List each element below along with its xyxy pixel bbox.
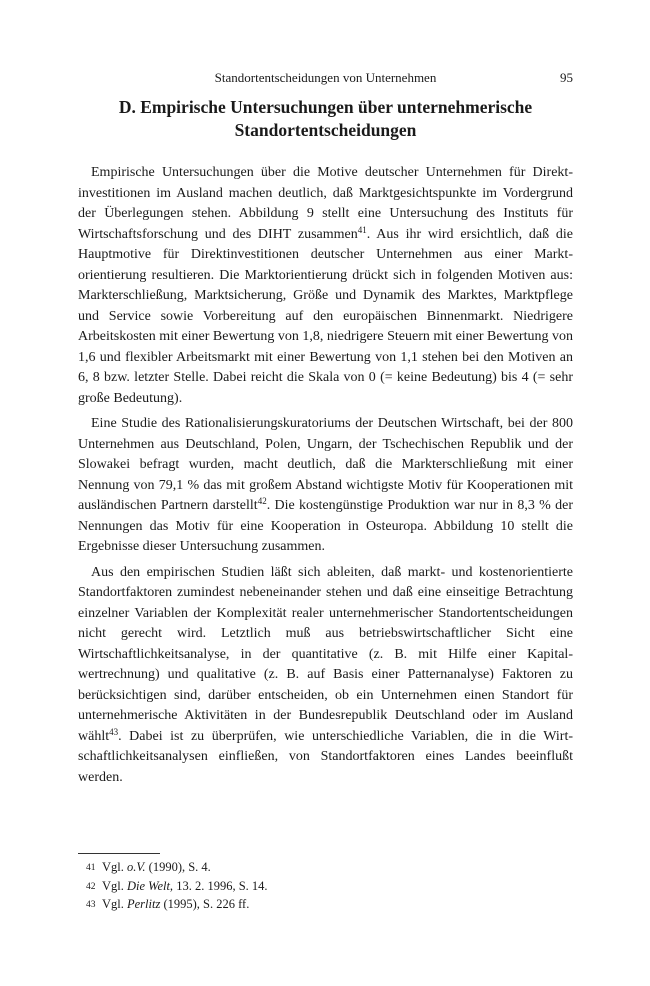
footnote-prefix: Vgl. — [102, 860, 127, 874]
paragraph-text: . Dabei ist zu überprüfen, wie unterschiedliche Variablen, die in die Wirtschaftlichkeitsanalysen einfließen, von Standortfaktoren eines Landes beeinflußt werden. — [78, 728, 573, 785]
footnote — [78, 895, 573, 914]
footnote-source: Perlitz — [127, 897, 161, 911]
paragraph-text: Eine Studie des Rationalisierungskuratoriums der Deutschen Wirtschaft, bei der 800 Unternehmen aus Deutschland, Polen, Ungarn, der Tschechischen Republik und der Slowakei befragt wurden, macht deutlich, daß die Markterschließung mit einer Nennung von 79,1 % das mit großem Abstand wichtigste Motiv für Kooperationen mit ausländischen Partnern darstellt — [78, 416, 573, 513]
section-title-line-1: D. Empirische Untersuchungen über unternehmerische — [118, 97, 533, 117]
footnote-source: o.V. — [127, 860, 146, 874]
section-title-line-2: Standortentscheidungen — [234, 120, 417, 140]
footnote-divider — [78, 853, 160, 854]
footnote-detail: (1990), S. 4. — [145, 860, 211, 874]
footnote-number: 43 — [86, 900, 96, 910]
footnote-reference[interactable]: 41 — [357, 224, 367, 235]
footnote-number: 41 — [86, 863, 96, 873]
paragraph — [78, 563, 573, 789]
footnote-prefix: Vgl. — [102, 897, 127, 911]
footnote — [78, 858, 573, 877]
footnotes — [78, 858, 573, 914]
paragraph-text: Empirische Untersuchungen über die Motive deutscher Unternehmen für Direktinvestitionen im Ausland machen deutlich, daß Marktgesichtspunkte im Vordergrund der Überlegungen stehen. Abbildung 9 stellt eine Untersuchung des Instituts für Wirtschaftsforschung und des DIHT zusammen — [78, 165, 573, 242]
footnote-detail: 13. 2. 1996, S. 14. — [173, 878, 268, 893]
running-title: Standortentscheidungen von Unternehmen — [214, 70, 437, 85]
running-header — [78, 70, 573, 90]
footnote-source: Die Welt, — [127, 878, 174, 893]
paragraph — [78, 163, 573, 409]
paragraph — [78, 414, 573, 558]
paragraph-text: . Aus ihr wird ersichtlich, daß die Hauptmotive für Direktinvestitionen deutscher Unternehmen aus einer Marktorientierung resultieren. Die Marktorientierung drückt sich in folgenden Motiven aus: Markterschließung, Marktsicherung, Größe und Dynamik des Marktes, Marktpflege und Service sowie Vorbereitung auf den europäischen Binnenmarkt. Niedrigere Arbeitskosten mit einer Bewertung von 1,8, niedrigere Steuern mit einer Bewertung von 1,6 und flexibler Arbeitsmarkt mit einer Bewertung von 1,1 stehen bei den Motiven an 6, 8 bzw. letzter Stelle. Dabei reicht die Skala von 0 (= keine Bedeutung) bis 4 (= sehr große Bedeutung). — [78, 226, 573, 406]
footnote — [78, 877, 573, 896]
page-number: 95 — [560, 70, 573, 85]
paragraph-text: . Die kostengünstige Produktion war nur in 8,3 % der Nennungen das Motiv für eine Kooperation in Osteuropa. Abbildung 10 stellt die Ergebnisse dieser Untersuchung zusammen. — [78, 498, 573, 554]
footnote-prefix: Vgl. — [102, 878, 127, 893]
footnote-number: 42 — [86, 881, 96, 892]
section-title — [78, 96, 573, 142]
footnote-reference[interactable]: 43 — [109, 726, 119, 737]
footnote-detail: (1995), S. 226 ff. — [160, 897, 250, 911]
footnote-reference[interactable]: 42 — [257, 496, 267, 506]
body-text — [78, 163, 573, 793]
paragraph-text: Aus den empirischen Studien läßt sich ableiten, daß markt- und kostenorientierte Standortfaktoren zumindest nebeneinander stehen und daß eine einseitige Betrachtung einzelner Variablen der Komplexität realer unternehmerischer Standortentscheidungen nicht gerecht wird. Letztlich muß aus betriebswirtschaftlicher Sicht eine Wirtschaftlichkeitsanalyse, in der quantitative (z. B. mit Hilfe einer Kapitalwertrechnung) und qualitative (z. B. auf Basis einer Patternanalyse) Faktoren zu berücksichtigen sind, darüber entscheiden, ob ein Unternehmen einen Standort für unternehmerische Aktivitäten in der Bundesrepublik Deutschland oder im Ausland wählt — [78, 564, 573, 744]
